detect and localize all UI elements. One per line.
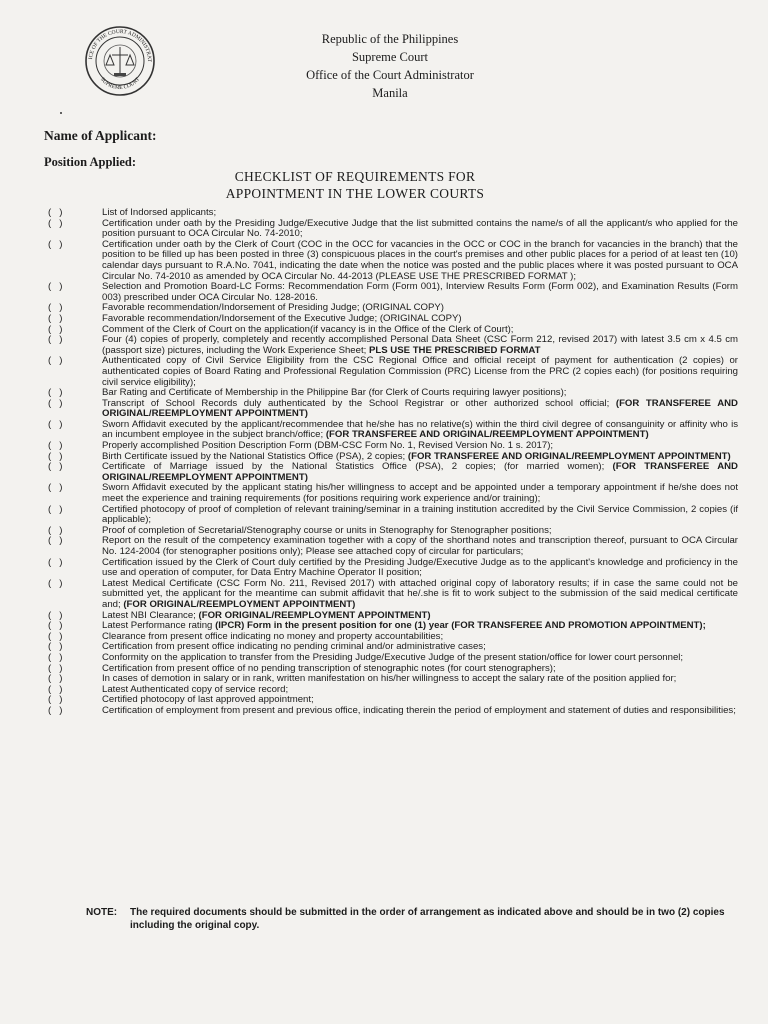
- requirement-plain-text: Transcript of School Records duly authenticated by the School Registrar or other authorized school official;: [102, 397, 616, 409]
- applicant-name-label: Name of Applicant:: [44, 128, 157, 143]
- requirement-item: [48, 462, 738, 483]
- checkbox-blank: ( ): [48, 694, 63, 706]
- checkbox-blank: ( ): [48, 440, 63, 452]
- requirement-text: [102, 399, 738, 420]
- requirement-bold-text: (FOR TRANSFEREE AND ORIGINAL/REEMPLOYMENT APPOINTMENT): [102, 397, 738, 420]
- requirement-plain-text: Authenticated copy of Civil Service Eligibility from the CSC Regional Office and official receipt of payment for authentication (2 copies) or authenticated copies of Board Rating and Professional Regulation Commission (PRC) License from the PRC (2 copies each) (for positions requiring civil service eligibility);: [102, 355, 738, 388]
- checkbox-blank: ( ): [48, 397, 63, 409]
- requirement-plain-text: Sworn Affidavit executed by the applicant/recommendee that he/she has no relative(s) within the third civil degree of consanguinity or affinity who is an incumbent employee in the subject branch/office;: [102, 418, 738, 441]
- checkbox-blank: ( ): [48, 323, 63, 335]
- checkbox-blank: ( ): [48, 302, 63, 314]
- requirement-text: [102, 282, 738, 303]
- checkbox-blank: ( ): [48, 651, 63, 663]
- scan-speck: [60, 112, 62, 114]
- checkbox-blank: ( ): [48, 641, 63, 653]
- header-supreme-court: Supreme Court: [351, 50, 429, 64]
- requirement-plain-text: Certification of employment from present and previous office, indicating therein the period of employment and statement of duties and responsibilities;: [102, 704, 736, 716]
- checkbox-blank: ( ): [48, 482, 63, 494]
- requirement-item: [48, 558, 738, 579]
- checkbox-blank: ( ): [48, 217, 63, 229]
- requirement-text: [102, 335, 738, 356]
- svg-text:SUPREME COURT: [99, 76, 142, 91]
- requirement-bold-text: (FOR TRANSFEREE AND ORIGINAL/REEMPLOYMENT APPOINTMENT): [407, 450, 731, 462]
- checkbox-blank: ( ): [48, 524, 63, 536]
- checkbox-blank: ( ): [48, 312, 63, 324]
- requirement-bold-text: (FOR TRANSFEREE AND ORIGINAL/REEMPLOYMENT APPOINTMENT): [325, 429, 649, 441]
- checkbox-blank: ( ): [48, 503, 63, 515]
- requirement-plain-text: Certificate of Marriage issued by the National Statistics Office (PSA), 2 copies; (for married women);: [102, 461, 613, 473]
- title-line-2: APPOINTMENT IN THE LOWER COURTS: [225, 186, 485, 201]
- requirement-plain-text: Certified photocopy of last approved appointment;: [102, 694, 314, 706]
- requirement-item: [48, 505, 738, 526]
- seal-inner-text: SUPREME COURT: [98, 76, 142, 92]
- requirement-plain-text: Conformity on the application to transfer from the Presiding Judge/Executive Judge of the present station/office for lower court personnel;: [102, 651, 684, 663]
- checkbox-blank: ( ): [48, 207, 63, 218]
- checkbox-blank: ( ): [48, 704, 63, 716]
- checkbox-blank: ( ): [48, 355, 63, 367]
- requirement-text: [102, 420, 738, 441]
- header-office: Office of the Court Administrator: [306, 68, 474, 82]
- requirement-plain-text: Certification from present office of no pending transcription of stenographic notes (for court stenographers);: [102, 662, 556, 674]
- requirement-bold-text: (FOR ORIGINAL/REEMPLOYMENT APPOINTMENT): [198, 609, 431, 621]
- requirement-text: [102, 240, 738, 282]
- requirement-plain-text: Latest Medical Certificate (CSC Form No. 211, Revised 2017) with attached original copy of laboratory results; if in case the same could not be submitted yet, the applicant for the meantime can submit affidavit that he/.she is fit to work subject to the submission of the said medical certificate and;: [102, 577, 738, 610]
- requirement-plain-text: Sworn Affidavit executed by the applicant stating his/her willingness to accept and be appointed under a temporary appointment if he/she does not meet the experience and training requirements (for positions requiring work experience and/or training);: [102, 482, 738, 505]
- header-republic: Republic of the Philippines: [321, 32, 459, 46]
- requirement-plain-text: Certification issued by the Clerk of Court duly certified by the Presiding Judge/Executive Judge as to the applicant's knowledge and proficiency in the use and operation of computer, for Data Entry Machine Operator II position;: [102, 556, 738, 579]
- position-applied-label: Position Applied:: [44, 155, 137, 169]
- requirement-text: [102, 462, 738, 483]
- checkbox-blank: ( ): [48, 238, 63, 250]
- checkbox-blank: ( ): [48, 620, 63, 632]
- requirement-item: [48, 399, 738, 420]
- requirement-item: [48, 706, 738, 717]
- title-line-1: CHECKLIST OF REQUIREMENTS FOR: [234, 169, 476, 184]
- requirement-plain-text: Birth Certificate issued by the National Statistics Office (PSA), 2 copies;: [102, 450, 408, 462]
- requirement-plain-text: Latest Authenticated copy of service record;: [102, 683, 289, 695]
- checkbox-blank: ( ): [48, 556, 63, 568]
- requirement-item: [48, 335, 738, 356]
- svg-text:OFFICE OF THE COURT ADMINISTRA: [84, 25, 152, 63]
- note: [86, 906, 746, 932]
- requirement-bold-text: (FOR ORIGINAL/REEMPLOYMENT APPOINTMENT): [123, 598, 356, 610]
- checkbox-blank: ( ): [48, 334, 63, 346]
- checkbox-blank: ( ): [48, 577, 63, 589]
- checkbox-blank: ( ): [48, 281, 63, 293]
- requirement-text: [102, 505, 738, 526]
- checkbox-blank: ( ): [48, 673, 63, 685]
- checkbox-blank: ( ): [48, 683, 63, 695]
- requirement-text: [102, 536, 738, 557]
- requirement-plain-text: Selection and Promotion Board-LC Forms: Recommendation Form (Form 001), Interview Results Form (Form 002), and Examination Results (Form 003) prescribed under OCA Circular No. 128-2016.: [102, 281, 738, 303]
- requirement-plain-text: In cases of demotion in salary or in rank, written manifestation on his/her willingness to accept the salary rate of the position applied for;: [102, 673, 677, 685]
- requirement-item: [48, 219, 738, 240]
- requirement-plain-text: Certification under oath by the Clerk of Court (COC in the OCC for vacancies in the OCC or COC in the branch for vacancies in the branch) that the position to be filled up has been posted in three (3) conspicuous places in the court's premises and other public places for a period of at least ten (10) calendar days pursuant to R.A.No. 7041, indicating the date when the notice was posted and the public places where it was posted pursuant to OCA Circular No. 74-2010 as amended by OCA Circular No. 44-2013 (PLEASE USE THE PRESCRIBED FORMAT );: [102, 238, 738, 282]
- checkbox-blank: ( ): [48, 609, 63, 621]
- requirement-text: [102, 558, 738, 579]
- requirement-plain-text: Certification from present office indicating no pending criminal and/or administrative cases;: [102, 641, 486, 653]
- checkbox-blank: ( ): [48, 535, 63, 547]
- requirement-item: [48, 356, 738, 388]
- header-city: Manila: [372, 86, 408, 100]
- requirement-text: [102, 356, 738, 388]
- court-seal-icon: [84, 25, 156, 97]
- requirement-item: [48, 536, 738, 557]
- requirement-item: [48, 240, 738, 282]
- requirement-text: [102, 579, 738, 611]
- requirement-text: [102, 483, 738, 504]
- seal-outer-text: ICE OF THE COURT ADMINISTRAT: [88, 28, 153, 63]
- letterhead: [250, 30, 530, 102]
- requirement-plain-text: Latest NBI Clearance;: [102, 609, 199, 621]
- checkbox-blank: ( ): [48, 450, 63, 462]
- requirement-plain-text: Favorable recommendation/Indorsement of Presiding Judge; (ORIGINAL COPY): [102, 302, 444, 314]
- requirement-plain-text: Certification under oath by the Presiding Judge/Executive Judge that the list submitted contains the name/s of all the applicant/s who applied for the position pursuant to OCA Circular No. 74-2010;: [102, 217, 738, 240]
- requirements-list: [48, 208, 738, 717]
- checklist-title: [205, 168, 505, 202]
- requirement-text: [102, 219, 738, 240]
- requirement-bold-text: PLS USE THE PRESCRIBED FORMAT: [368, 344, 541, 356]
- note-label: NOTE:: [86, 907, 118, 918]
- requirement-plain-text: Favorable recommendation/Indorsement of the Executive Judge; (ORIGINAL COPY): [102, 312, 462, 324]
- requirement-item: [48, 420, 738, 441]
- requirement-text: [102, 706, 738, 717]
- requirement-bold-text: (IPCR) Form in the present position for one (1) year (FOR TRANSFEREE AND PROMOTION APPOINTMENT);: [215, 620, 706, 632]
- requirement-plain-text: List of Indorsed applicants;: [102, 207, 217, 218]
- requirement-plain-text: Latest Performance rating: [102, 620, 216, 632]
- requirement-plain-text: Proof of completion of Secretarial/Stenography course or units in Stenography for Stenographer positions;: [102, 524, 552, 536]
- requirement-bold-text: (FOR TRANSFEREE AND ORIGINAL/REEMPLOYMENT APPOINTMENT): [102, 461, 738, 483]
- requirement-plain-text: Report on the result of the competency examination together with a copy of the shorthand notes and transcription thereof, pursuant to OCA Circular No. 124-2004 (for stenographer positions only); Please see attached copy of circular for particulars;: [102, 535, 738, 557]
- checkbox-blank: ( ): [48, 630, 63, 642]
- requirement-plain-text: Comment of the Clerk of Court on the application(if vacancy is in the Office of the Clerk of Court);: [102, 323, 514, 335]
- requirement-item: [48, 483, 738, 504]
- checkbox-blank: ( ): [48, 418, 63, 430]
- checkbox-blank: ( ): [48, 387, 63, 399]
- checkbox-blank: ( ): [48, 461, 63, 473]
- requirement-plain-text: Bar Rating and Certificate of Membership in the Philippine Bar (for Clerk of Courts requiring lawyer positions);: [102, 387, 567, 399]
- requirement-plain-text: Properly accomplished Position Description Form (DBM-CSC Form No. 1, Revised Version No. 1 s. 2017);: [102, 440, 554, 452]
- checkbox-blank: ( ): [48, 662, 63, 674]
- note-text: The required documents should be submitted in the order of arrangement as indicated above and should be in two (2) copies including the original copy.: [130, 907, 725, 931]
- requirement-item: [48, 579, 738, 611]
- requirement-item: [48, 282, 738, 303]
- requirement-plain-text: Clearance from present office indicating no money and property accountabilities;: [102, 630, 444, 642]
- requirement-plain-text: Certified photocopy of proof of completion of relevant training/seminar in a training institution accredited by the Civil Service Commission, 2 copies (if applicable);: [102, 503, 738, 526]
- requirement-plain-text: Four (4) copies of properly, completely and recently accomplished Personal Data Sheet (CSC Form 212, revised 2017) with latest 3.5 cm x 4.5 cm (passport size) pictures, including the Work Experience Sheet;: [102, 334, 738, 356]
